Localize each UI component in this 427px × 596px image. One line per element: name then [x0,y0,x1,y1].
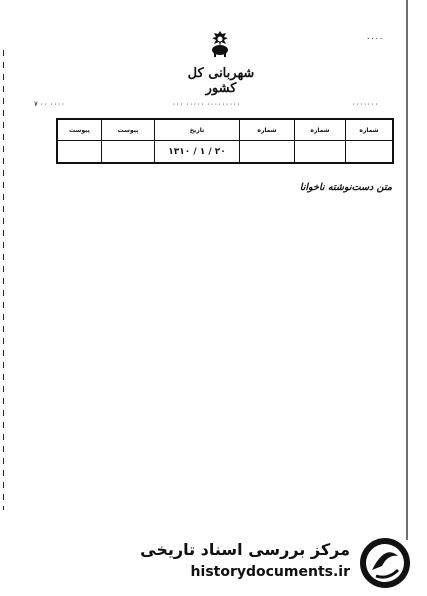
header-label: پیوست [58,120,101,141]
archive-logo-icon [358,536,412,590]
header-value [346,141,392,162]
meta-right: ۰۰۰۰۰۰۰ [352,100,379,108]
header-cell [345,120,392,162]
header-cell [239,120,294,162]
meta-center: ۰۰۰ ۰۰۰۰۰ ۰۰۰۰۰۰۰۰۰ [172,100,241,108]
header-label: شماره [240,120,294,141]
header-value-date: ۱۳۱۰ / ۱ / ۲۰ [168,146,226,157]
corner-mark: ۰۰۰۰ [366,34,384,43]
body-paragraph: متن دست‌نوشته ناخوانا [299,182,392,193]
page-edge-line [406,0,408,540]
watermark-title: مرکز بررسی اسناد تاریخی [140,540,350,559]
header-cell [294,120,345,162]
header-cell [58,120,101,162]
office-name: شهربانی کل کشور [187,66,255,96]
archive-watermark [128,534,418,592]
header-value [58,141,101,162]
punch-hole-edge [3,50,4,510]
header-value [240,141,294,162]
lion-and-sun-emblem-icon [208,30,232,58]
header-cell [101,120,154,162]
header-label: شماره [346,120,392,141]
header-value [295,141,345,162]
meta-left: ۷ ۰۰ ۰۰۰۰ [34,100,65,108]
header-label: پیوست [102,120,154,141]
watermark-url: historydocuments.ir [190,564,350,580]
letter-body [56,178,392,540]
header-cell-date [154,120,239,162]
letter-header-table [56,118,394,164]
header-label: شماره [295,120,345,141]
header-label: تاریخ [155,120,239,141]
header-value [102,141,154,162]
